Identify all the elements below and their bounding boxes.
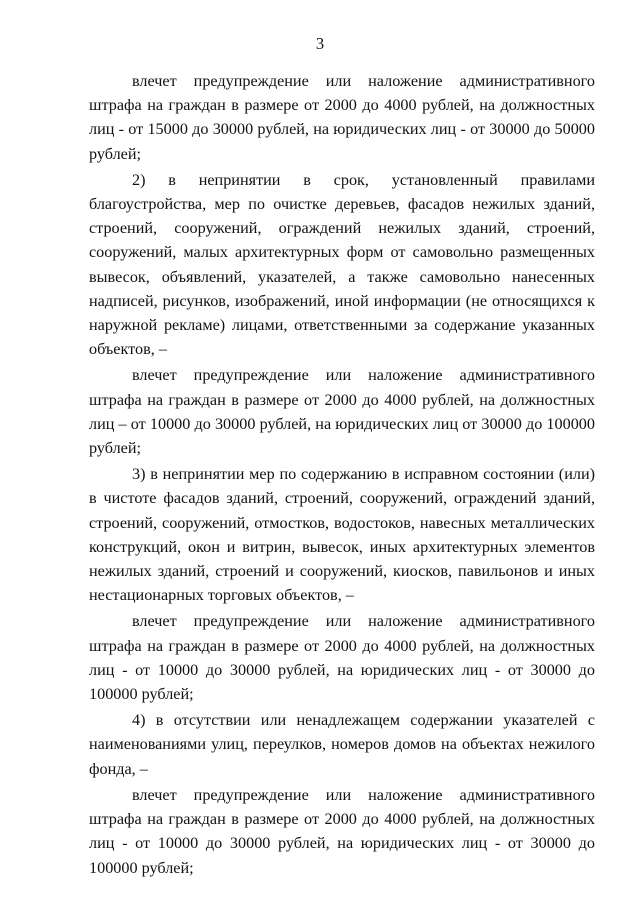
document-body: [89, 69, 595, 882]
paragraph-penalty-1: влечет предупреждение или наложение административного штрафа на граждан в размере от 2000 до 4000 рублей, на должностных лиц - от 15000 до 30000 рублей, на юридических лиц - от 30000 до 50000 рублей;: [89, 72, 595, 163]
paragraph-penalty-4: влечет предупреждение или наложение административного штрафа на граждан в размере от 2000 до 4000 рублей, на должностных лиц - от 10000 до 30000 рублей, на юридических лиц - от 30000 до 100000 рублей;: [89, 785, 595, 877]
paragraph-penalty-2: влечет предупреждение или наложение административного штрафа на граждан в размере от 2000 до 4000 рублей, на должностных лиц – от 10000 до 30000 рублей, на юридических лиц от 30000 до 100000 рублей;: [89, 366, 595, 458]
paragraph-item-3: 3) в непринятии мер по содержанию в исправном состоянии (или) в чистоте фасадов зданий, строений, сооружений, ограждений зданий, строений, сооружений, отмостков, водостоков, навесных металлических конструкций, окон и витрин, вывесок, иных архитектурных элементов нежилых зданий, строений и сооружений, киосков, павильонов и иных нестационарных торговых объектов, –: [89, 465, 595, 605]
page-number: 3: [315, 34, 325, 53]
paragraph-penalty-3: влечет предупреждение или наложение административного штрафа на граждан в размере от 2000 до 4000 рублей, на должностных лиц - от 10000 до 30000 рублей, на юридических лиц - от 30000 до 100000 рублей;: [89, 612, 595, 704]
paragraph-item-4: 4) в отсутствии или ненадлежащем содержании указателей с наименованиями улиц, переулков, номеров домов на объектах нежилого фонда, –: [89, 711, 595, 778]
paragraph-item-2: 2) в непринятии в срок, установленный правилами благоустройства, мер по очистке деревьев, фасадов нежилых зданий, строений, сооружений, ограждений нежилых зданий, строений, сооружений, малых архитектурных форм от самовольно размещенных вывесок, объявлений, указателей, а также самовольно нанесенных надписей, рисунков, изображений, иной информации (не относящихся к наружной рекламе) лицами, ответственными за содержание указанных объектов, –: [89, 170, 595, 359]
